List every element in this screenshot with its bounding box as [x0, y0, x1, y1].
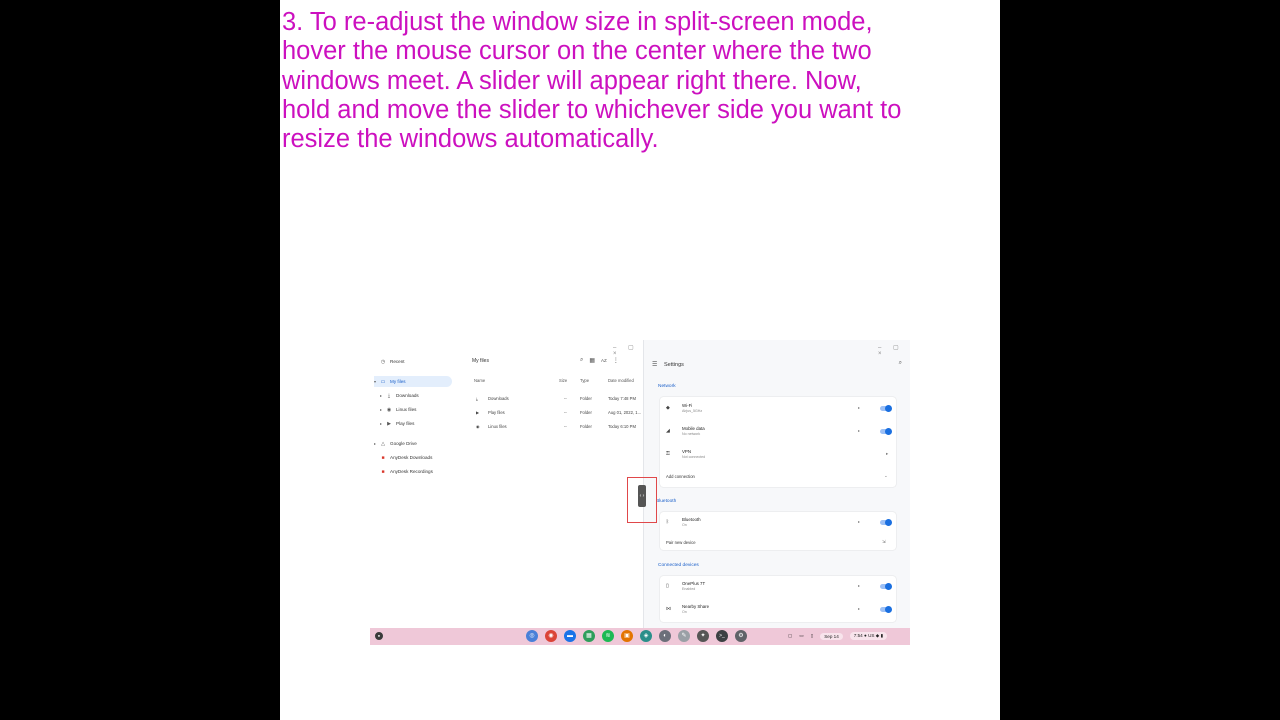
nearby-share-label: Nearby Share [682, 604, 710, 609]
settings-title: Settings [664, 362, 684, 368]
files-title: My files [472, 358, 489, 364]
files-window [370, 340, 644, 628]
phone-toggle[interactable] [880, 584, 891, 589]
chevron-right-icon[interactable]: ▸ [886, 451, 889, 456]
signal-icon: ◢ [666, 428, 670, 434]
chrome-icon[interactable]: ◉ [545, 630, 557, 642]
sidebar-item-label: Recent [390, 359, 405, 364]
chromeos-screenshot [370, 340, 910, 645]
section-header-bluetooth: Bluetooth [656, 499, 677, 504]
sidebar-item-linux-files[interactable] [380, 404, 416, 415]
camera-icon[interactable]: ◈ [640, 630, 652, 642]
vpn-label: VPN [682, 449, 692, 454]
instruction-caption [282, 8, 998, 154]
row-name: Linux files [488, 424, 507, 429]
row-size: -- [564, 396, 567, 401]
sidebar-item-my-files[interactable] [374, 376, 452, 387]
mobile-data-status: No network [682, 432, 701, 436]
expand-caret-icon[interactable]: ▸ [380, 407, 383, 412]
system-clock-area[interactable] [850, 632, 887, 640]
files-window-controls[interactable]: – ▢ × [613, 345, 639, 357]
clock-time: 7:54 [853, 633, 863, 638]
sidebar-item-anydesk-recordings[interactable] [374, 466, 433, 477]
store-icon[interactable]: ▣ [621, 630, 633, 642]
table-row[interactable] [472, 421, 642, 433]
vpn-key-icon: ⚿ [666, 451, 670, 457]
row-date: Aug 01, 2022, 1... [608, 410, 642, 415]
wifi-row[interactable] [660, 398, 896, 420]
expand-caret-icon[interactable]: ▸ [380, 421, 383, 426]
sheets-icon[interactable]: ▦ [583, 630, 595, 642]
nearby-share-status: On [682, 610, 687, 614]
folder-icon: ■ [381, 468, 385, 475]
play-icon: ▶ [476, 410, 480, 415]
slider-highlight [627, 477, 657, 523]
mobile-data-row[interactable] [660, 421, 896, 443]
settings-window [644, 340, 910, 628]
chevron-down-icon[interactable]: ⌄ [884, 473, 888, 478]
row-size: -- [564, 410, 567, 415]
folder-icon: ■ [381, 454, 385, 461]
drive-icon: △ [381, 440, 385, 447]
row-size: -- [564, 424, 567, 429]
nearby-share-icon: ⋈ [666, 606, 671, 612]
spotify-icon[interactable]: ≋ [602, 630, 614, 642]
assistant-icon[interactable]: ◎ [526, 630, 538, 642]
row-type: Folder [580, 396, 592, 401]
sidebar-item-label: Linux files [396, 407, 417, 412]
sidebar-item-anydesk-downloads[interactable] [374, 452, 432, 463]
row-name: Play files [488, 410, 505, 415]
bluetooth-card [660, 512, 896, 550]
chevron-right-icon[interactable]: ▸ [858, 428, 861, 433]
bluetooth-status: On [682, 523, 687, 527]
date-label[interactable]: Sep 14 [820, 633, 843, 640]
linux-icon: ◉ [476, 424, 480, 429]
laptop-icon: ▭ [380, 378, 386, 385]
nearby-share-row[interactable] [660, 599, 896, 621]
section-header-connected-devices: Connected devices [658, 563, 699, 568]
table-row[interactable] [472, 407, 642, 419]
tutorial-page [280, 0, 1000, 720]
connected-devices-card [660, 576, 896, 622]
feather-icon[interactable]: ✎ [678, 630, 690, 642]
phone-row[interactable] [660, 576, 896, 598]
chevron-right-icon[interactable]: ▸ [858, 583, 861, 588]
vpn-status: Not connected [682, 455, 706, 459]
sidebar-item-play-files[interactable] [380, 418, 414, 429]
gallery-icon[interactable]: ◐ [659, 630, 671, 642]
expand-caret-icon[interactable]: ▸ [374, 441, 377, 446]
settings-window-controls[interactable]: – ▢ × [878, 345, 904, 357]
chevron-right-icon[interactable]: ▸ [858, 405, 861, 410]
bluetooth-toggle[interactable] [880, 520, 891, 525]
clock-icon: ◷ [380, 358, 386, 365]
search-icon[interactable]: ⌕ [580, 357, 584, 363]
phone-label: OnePlus 7T [682, 581, 706, 586]
sidebar-item-label: My files [390, 379, 406, 384]
expand-caret-icon[interactable]: ▸ [380, 393, 383, 398]
deer-icon[interactable]: ✦ [697, 630, 709, 642]
caption-line: resize the windows automatically. [282, 125, 659, 154]
locale-label: US [868, 633, 875, 638]
sidebar-item-google-drive[interactable] [374, 438, 417, 449]
phone-icon: ▯ [666, 583, 669, 589]
terminal-icon[interactable]: >_ [716, 630, 728, 642]
sidebar-item-label: AnyDesk Downloads [390, 455, 433, 460]
mobile-data-toggle[interactable] [880, 429, 891, 434]
download-icon: ⤓ [387, 392, 391, 399]
row-name: Downloads [488, 396, 509, 401]
caption-line: hover the mouse cursor on the center where the two [282, 37, 872, 66]
phone-hub-icon[interactable]: ▯ [810, 633, 814, 638]
bluetooth-row[interactable] [660, 512, 896, 534]
row-date: Today 7:48 PM [608, 396, 636, 401]
expand-caret-icon[interactable]: ▾ [374, 379, 377, 384]
section-header-network: Network [658, 384, 676, 389]
column-header-size[interactable]: Size [559, 378, 568, 383]
caption-line: hold and move the slider to whichever side you want to [282, 95, 902, 124]
table-row[interactable] [472, 393, 642, 405]
linux-icon: ◉ [386, 406, 392, 413]
vpn-row[interactable] [660, 444, 896, 466]
add-connection-label[interactable]: Add connection [666, 474, 695, 479]
launcher-icon[interactable]: ● [375, 632, 383, 640]
network-card [660, 397, 896, 487]
column-header-type[interactable]: Type [580, 378, 590, 383]
files-toolbar [580, 357, 619, 364]
phone-status: Enabled [682, 587, 696, 591]
screen-capture-icon[interactable]: ▢ [788, 633, 793, 638]
battery-icon: ▮ [880, 633, 884, 638]
play-icon: ▶ [387, 420, 391, 427]
column-header-name[interactable]: Name [474, 378, 486, 383]
bluetooth-icon: ᛒ [666, 519, 670, 525]
status-tray[interactable] [788, 632, 887, 640]
download-icon: ⤓ [476, 396, 478, 401]
row-type: Folder [580, 424, 592, 429]
wifi-icon: ◆ [666, 405, 670, 411]
search-icon[interactable]: ⌕ [898, 360, 902, 366]
sidebar-item-label: Google Drive [390, 441, 417, 446]
sort-icon[interactable]: AZ [601, 358, 607, 363]
wifi-network-name: Airjus_5GHz [682, 409, 703, 413]
resize-slider-handle[interactable]: ‹ › [638, 485, 646, 507]
caption-line: windows meet. A slider will appear right there. Now, [282, 66, 862, 95]
sidebar-item-recent[interactable] [374, 356, 405, 367]
nearby-share-toggle[interactable] [880, 607, 891, 612]
external-link-icon[interactable]: ⇲ [882, 539, 886, 544]
bluetooth-label: Bluetooth [682, 517, 701, 522]
row-type: Folder [580, 410, 592, 415]
wifi-toggle[interactable] [880, 406, 891, 411]
chevron-right-icon[interactable]: ▸ [858, 519, 861, 524]
shelf [370, 628, 910, 645]
wifi-icon: ◆ [875, 633, 880, 638]
shelf-apps [526, 630, 747, 642]
pair-new-device-label[interactable]: Pair new device [666, 540, 696, 545]
more-options-icon[interactable]: ⋮ [612, 358, 619, 364]
mobile-data-label: Mobile data [682, 426, 705, 431]
files-icon[interactable]: ▬ [564, 630, 576, 642]
sidebar-item-label: Play files [396, 421, 415, 426]
dnd-icon: ● [864, 633, 869, 638]
sidebar-item-downloads[interactable] [380, 390, 419, 401]
row-date: Today 6:10 PM [608, 424, 636, 429]
sidebar-item-label: AnyDesk Recordings [390, 469, 433, 474]
wifi-label: Wi-Fi [682, 403, 693, 408]
chevron-right-icon[interactable]: ▸ [858, 606, 861, 611]
menu-icon[interactable]: ☰ [652, 362, 658, 368]
column-header-date[interactable]: Date modified [608, 378, 634, 383]
sidebar-item-label: Downloads [396, 393, 419, 398]
settings-icon[interactable]: ⚙ [735, 630, 747, 642]
caption-line: 3. To re-adjust the window size in split-screen mode, [282, 8, 873, 36]
grid-view-icon[interactable]: ▦ [589, 358, 596, 364]
tote-icon[interactable]: ▭ [799, 633, 804, 638]
